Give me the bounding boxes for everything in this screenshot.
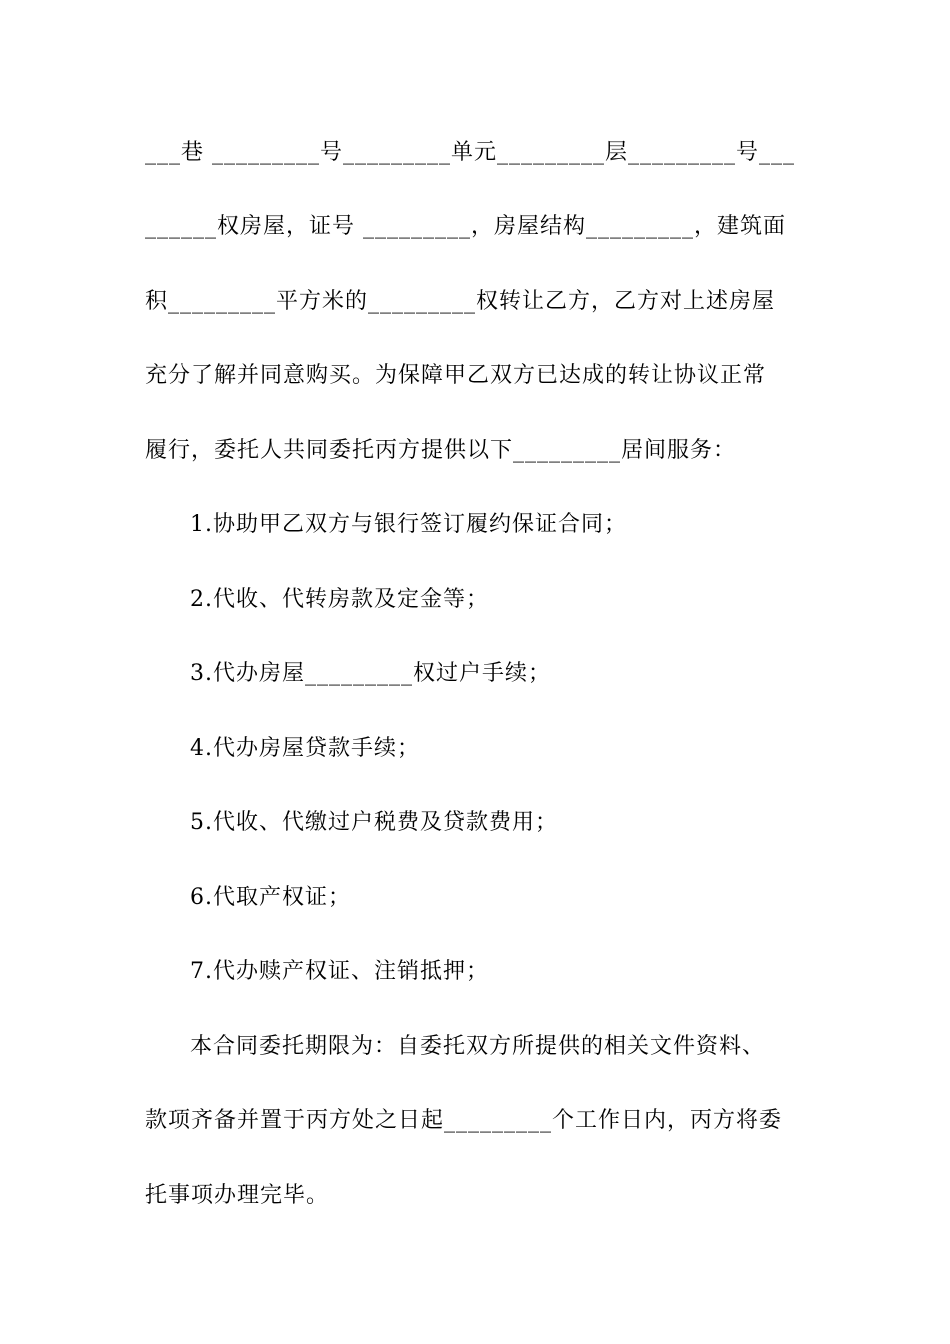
list-item: 1.协助甲乙双方与银行签订履约保证合同；: [190, 512, 627, 537]
paragraph-line: 履行，委托人共同委托丙方提供以下_________居间服务：: [145, 438, 737, 463]
paragraph-line: 充分了解并同意购买。为保障甲乙双方已达成的转让协议正常: [145, 363, 767, 388]
list-item: 3.代办房屋_________权过户手续；: [190, 661, 551, 686]
paragraph-line: 款项齐备并置于丙方处之日起_________个工作日内，丙方将委: [145, 1108, 783, 1133]
list-item: 4.代办房屋贷款手续；: [190, 736, 420, 761]
list-item: 5.代收、代缴过户税费及贷款费用；: [190, 810, 558, 835]
paragraph-line: 本合同委托期限为：自委托双方所提供的相关文件资料、: [190, 1034, 766, 1059]
list-item: 2.代收、代转房款及定金等；: [190, 587, 489, 612]
paragraph-line: ___巷 _________号_________单元_________层_________号___: [145, 140, 795, 165]
paragraph-line: 积_________平方米的_________权转让乙方，乙方对上述房屋: [145, 289, 776, 314]
paragraph-line: 托事项办理完毕。: [145, 1183, 330, 1208]
paragraph-line: ______权房屋，证号 _________，房屋结构_________，建筑面: [145, 214, 786, 239]
list-item: 7.代办赎产权证、注销抵押；: [190, 959, 489, 984]
list-item: 6.代取产权证；: [190, 885, 351, 910]
